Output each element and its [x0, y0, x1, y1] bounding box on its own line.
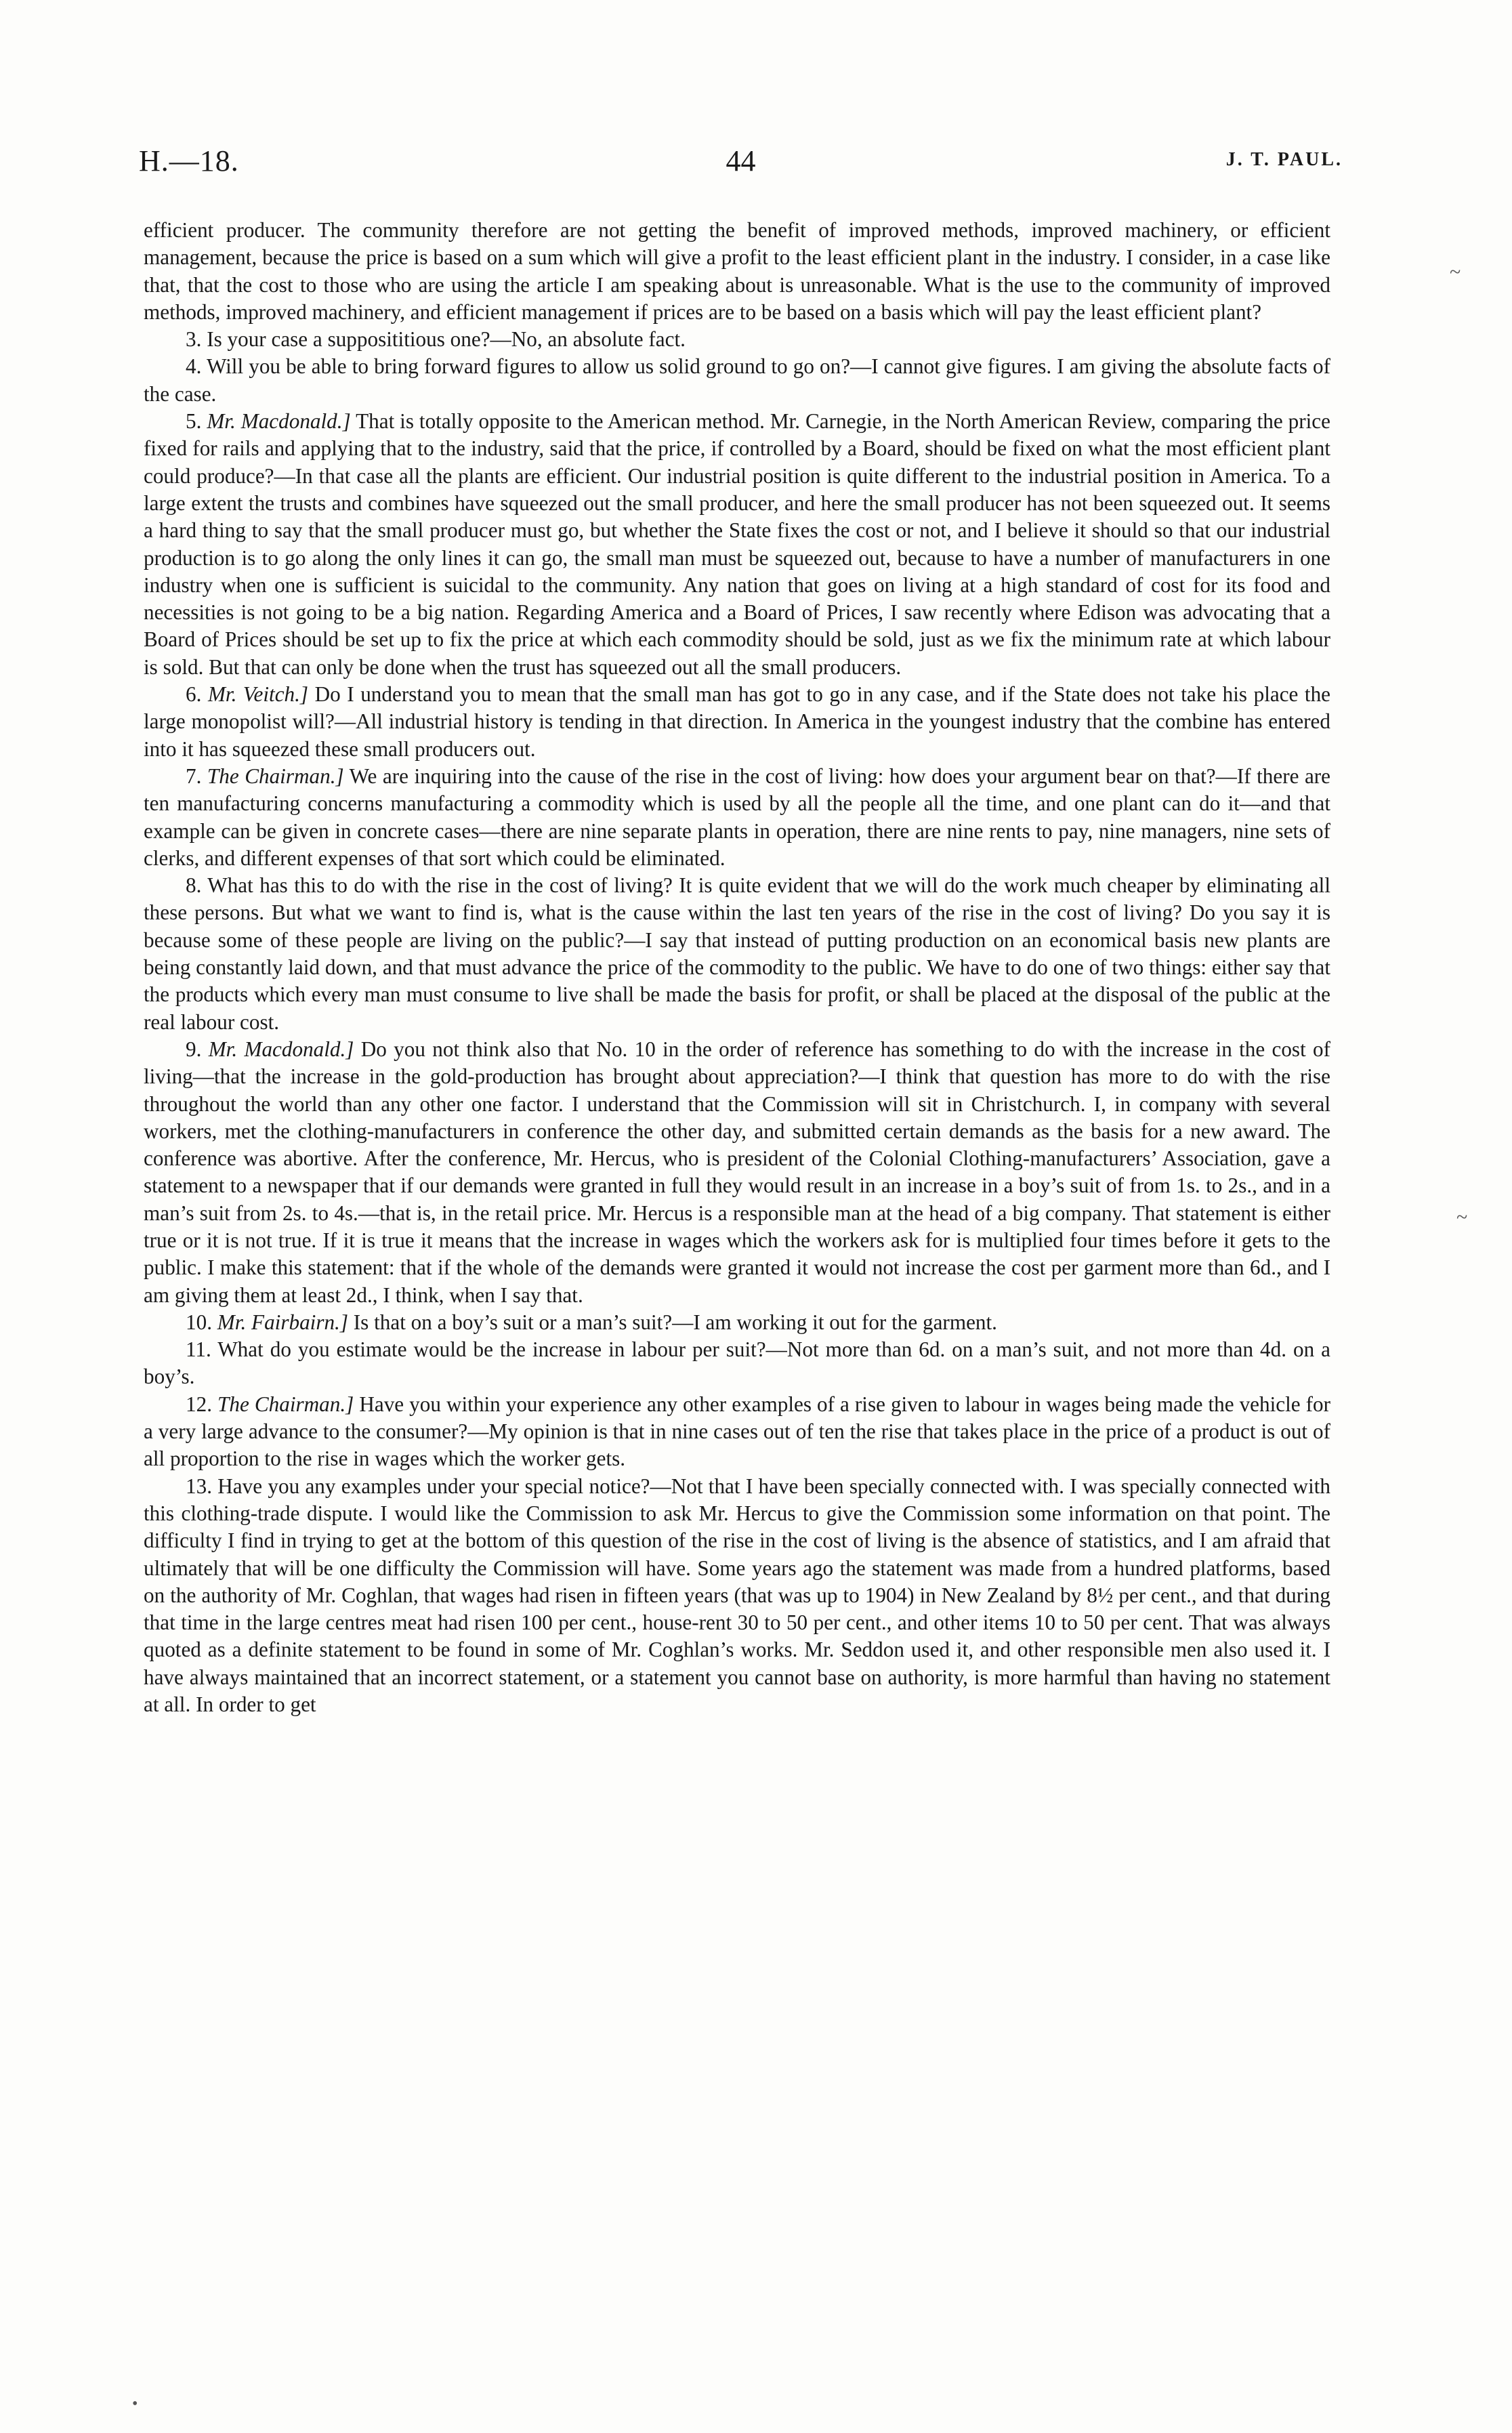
speaker-name: Mr. Fairbairn.] — [217, 1310, 348, 1334]
question-10 — [144, 1309, 1330, 1336]
page-body — [144, 217, 1330, 1718]
page-header — [139, 144, 1343, 184]
margin-mark: ~ — [1450, 261, 1461, 283]
paragraph — [144, 217, 1330, 326]
paragraph-text: Do I understand you to mean that the small man has got to go in any case, and if the State does not take his place the large monopolist will?—All industrial history is tending in that direction. In America in the youngest industry that the combine has entered into it has squeezed these small producers out. — [144, 682, 1331, 761]
paragraph-text: What has this to do with the rise in the cost of living? It is quite evident that we will do the work much cheaper by eliminating all these persons. But what we want to find is, what is the cause within the last ten years of the rise in the cost of living? Do you say it is because some of these people are living on the public?—I say that instead of putting production on an economical basis new plants are being constantly laid down, and that must advance the price of the commodity to the public. We have to do one of two things: either say that the products which every man must consume to live shall be made the basis for profit, or shall be placed at the disposal of the public at the real labour cost. — [144, 873, 1330, 1034]
paragraph-text: Is that on a boy’s suit or a man’s suit?—I am working it out for the garment. — [353, 1310, 997, 1334]
speaker-name: The Chairman.] — [217, 1392, 354, 1416]
paragraph-text: efficient producer. The community therefore are not getting the benefit of improved methods, improved machinery, or efficient management, because the price is based on a sum which will give a profit to the least efficient plant in the industry. I consider, in a case like that, that the cost to those who are using the article I am speaking about is unreasonable. What is the use to the community of improved methods, improved machinery, and efficient management if prices are to be based on a basis which will pay the least efficient plant? — [144, 218, 1330, 324]
speaker-name: Mr. Macdonald.] — [207, 409, 351, 434]
question-7 — [144, 763, 1330, 872]
question-number: 3. — [186, 327, 202, 352]
paragraph-text: That is totally opposite to the American method. Mr. Carnegie, in the North American Review, comparing the price fixed for rails and applying that to the industry, said that the price, if controlled by a Board, should be fixed on what the most efficient plant could produce?—In that case all the plants are efficient. Our industrial position is quite different to the industrial position in America. To a large extent the trusts and combines have squeezed out the small producer, and here the small producer has not been squeezed out. It seems a hard thing to say that the small producer must go, but whether the State fixes the cost or not, and I believe it should so that our industrial production is to go along the only lines it can go, the small man must be squeezed out, because to have a number of manufacturers in one industry when one is sufficient is suicidal to the community. Any nation that goes on living at a high standard of cost for its food and necessities is not going to be a big nation. Regarding America and a Board of Prices, I saw recently where Edison was advocating that a Board of Prices should be set up to fix the price at which each commodity should be sold, just as we fix the minimum rate at which labour is sold. But that can only be done when the trust has squeezed out all the small producers. — [144, 409, 1330, 679]
speaker-name: Mr. Macdonald.] — [208, 1037, 354, 1061]
question-number: 8. — [186, 873, 202, 898]
question-number: 7. — [186, 764, 202, 788]
question-number: 4. — [186, 354, 202, 379]
question-12 — [144, 1391, 1330, 1473]
question-8 — [144, 872, 1330, 1036]
paragraph-text: Have you within your experience any other examples of a rise given to labour in wages being made the vehicle for a very large advance to the consumer?—My opinion is that in nine cases out of ten the rise that takes place in the price of a product is out of all proportion to the rise in wages which the worker gets. — [144, 1392, 1331, 1471]
paragraph-text: What do you estimate would be the increase in labour per suit?—Not more than 6d. on a man’s suit, and not more than 4d. on a boy’s. — [144, 1337, 1330, 1389]
document-reference: H.—18. — [139, 144, 239, 178]
paragraph-text: Will you be able to bring forward figures to allow us solid ground to go on?—I cannot give figures. I am giving the absolute facts of the case. — [144, 354, 1330, 406]
margin-mark: ~ — [1456, 1206, 1468, 1228]
paragraph-text: We are inquiring into the cause of the rise in the cost of living: how does your argument bear on that?—If there are ten manufacturing concerns manufacturing a commodity which is used by all the people all the time, and one plant can do it—and that example can be given in concrete cases—there are nine separate plants in operation, there are nine rents to pay, nine managers, nine sets of clerks, and different expenses of that sort which could be eliminated. — [144, 764, 1331, 870]
question-number: 13. — [186, 1474, 212, 1498]
question-13 — [144, 1473, 1330, 1719]
paragraph-text: Do you not think also that No. 10 in the order of reference has something to do with the increase in the cost of living—that the increase in the gold-production has brought about appreciation?—I think that question has more to do with the rise throughout the world than any other one factor. I understand that the Commission will sit in Christchurch. I, in company with several workers, met the clothing-manufacturers in conference the other day, and submitted certain demands as the basis for a new award. The conference was abortive. After the conference, Mr. Hercus, who is president of the Colonial Clothing-manufacturers’ Association, gave a statement to a newspaper that if our demands were granted in full they would result in an increase in a boy’s suit of from 1s. to 2s., and in a man’s suit from 2s. to 4s.—that is, in the retail price. Mr. Hercus is a responsible man at the head of a big company. That statement is either true or it is not true. If it is true it means that the increase in wages which the workers ask for is multiplied four times before it gets to the public. I make this statement: that if the whole of the demands were granted it would not increase the cost per garment more than 6d., and I am giving them at least 2d., I think, when I say that. — [144, 1037, 1331, 1307]
question-number: 5. — [186, 409, 202, 434]
question-3 — [144, 326, 1330, 353]
question-number: 12. — [186, 1392, 212, 1416]
question-9 — [144, 1036, 1330, 1309]
margin-dot: • — [132, 2395, 138, 2413]
paragraph-text: Have you any examples under your special notice?—Not that I have been specially connected with. I was specially connected with this clothing-trade dispute. I would like the Commission to ask Mr. Hercus to give the Commission some information on that point. The difficulty I find in trying to get at the bottom of this question of the rise in the cost of living is the absence of statistics, and I am afraid that ultimately that will be one difficulty the Commission will have. Some years ago the statement was made from a hundred platforms, based on the authority of Mr. Coghlan, that wages had risen in fifteen years (that was up to 1904) in New Zealand by 8½ per cent., and that during that time in the large centres meat had risen 100 per cent., house-rent 30 to 50 per cent., and other items 10 to 50 per cent. That was always quoted as a definite statement to be found in some of Mr. Coghlan’s works. Mr. Seddon used it, and other responsible men also used it. I have always maintained that an incorrect statement, or a statement you cannot base on authority, is more harmful than having no statement at all. In order to get — [144, 1474, 1330, 1717]
question-number: 10. — [186, 1310, 212, 1334]
question-4 — [144, 353, 1330, 408]
question-number: 6. — [186, 682, 202, 707]
question-number: 11. — [186, 1337, 211, 1362]
question-5 — [144, 408, 1330, 681]
question-number: 9. — [186, 1037, 202, 1061]
page-number: 44 — [726, 144, 756, 178]
question-6 — [144, 681, 1330, 763]
speaker-name: The Chairman.] — [207, 764, 344, 788]
paragraph-text: Is your case a supposititious one?—No, an absolute fact. — [207, 327, 686, 352]
question-11 — [144, 1336, 1330, 1391]
witness-name: J. T. PAUL. — [1225, 149, 1343, 170]
speaker-name: Mr. Veitch.] — [207, 682, 309, 707]
